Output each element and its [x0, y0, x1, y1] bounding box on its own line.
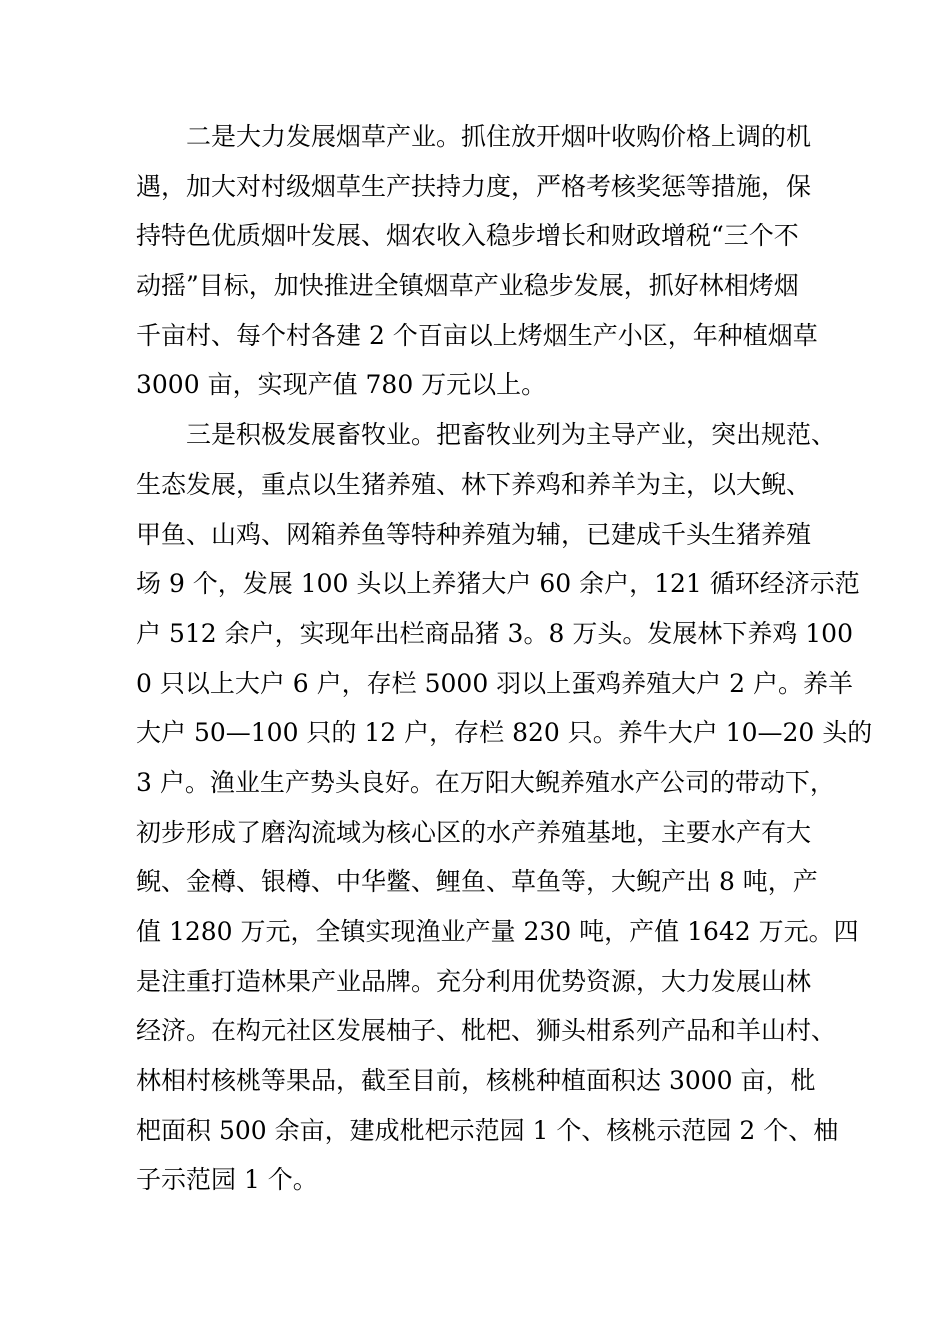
- paragraph-line: 大户 50—100 只的 12 户，存栏 820 只。养牛大户 10—20 头的: [136, 718, 873, 748]
- paragraph-line: 甲鱼、山鸡、网箱养鱼等特种养殖为辅，已建成千头生猪养殖: [136, 519, 812, 549]
- paragraph-line: 初步形成了磨沟流域为核心区的水产养殖基地，主要水产有大: [136, 817, 812, 847]
- paragraph-line: 场 9 个，发展 100 头以上养猪大户 60 余户，121 循环经济示范: [136, 569, 860, 599]
- paragraph-line: 户 512 余户，实现年出栏商品猪 3。8 万头。发展林下养鸡 100: [136, 618, 853, 648]
- paragraph-line: 林相村核桃等果品，截至目前，核桃种植面积达 3000 亩，枇: [136, 1066, 816, 1096]
- paragraph-line: 值 1280 万元，全镇实现渔业产量 230 吨，产值 1642 万元。四: [136, 917, 859, 946]
- paragraph-line: 3 户。渔业生产势头良好。在万阳大鲵养殖水产公司的带动下，: [136, 767, 835, 797]
- paragraph-line: 持特色优质烟叶发展、烟农收入稳步增长和财政增税“三个不: [136, 221, 799, 251]
- paragraph-line: 杷面积 500 余亩，建成枇杷示范园 1 个、核桃示范园 2 个、柚: [136, 1115, 839, 1145]
- paragraph-line: 是注重打造林果产业品牌。充分利用优势资源，大力发展山林: [136, 966, 812, 996]
- paragraph-line: 动摇”目标，加快推进全镇烟草产业稳步发展，抓好林相烤烟: [136, 271, 799, 301]
- paragraph-line: 生态发展，重点以生猪养殖、林下养鸡和养羊为主，以大鲵、: [136, 469, 812, 499]
- paragraph-line: 经济。在构元社区发展柚子、枇杷、狮头柑系列产品和羊山村、: [136, 1016, 837, 1046]
- paragraph-line: 千亩村、每个村各建 2 个百亩以上烤烟生产小区，年种植烟草: [136, 320, 818, 350]
- paragraph-line: 鲵、金樽、银樽、中华鳖、鲤鱼、草鱼等，大鲵产出 8 吨，产: [136, 867, 818, 897]
- paragraph-line: 遇，加大对村级烟草生产扶持力度，严格考核奖惩等措施，保: [136, 171, 812, 201]
- paragraph-line: 0 只以上大户 6 户，存栏 5000 羽以上蛋鸡养殖大户 2 户。养羊: [136, 668, 853, 698]
- paragraph-line: 子示范园 1 个。: [136, 1165, 318, 1195]
- paragraph-line: 二是大力发展烟草产业。抓住放开烟叶收购价格上调的机: [186, 122, 812, 151]
- paragraph-line: 3000 亩，实现产值 780 万元以上。: [136, 370, 547, 400]
- paragraph-line: 三是积极发展畜牧业。把畜牧业列为主导产业，突出规范、: [186, 420, 837, 450]
- body-text: [136, 112, 873, 1205]
